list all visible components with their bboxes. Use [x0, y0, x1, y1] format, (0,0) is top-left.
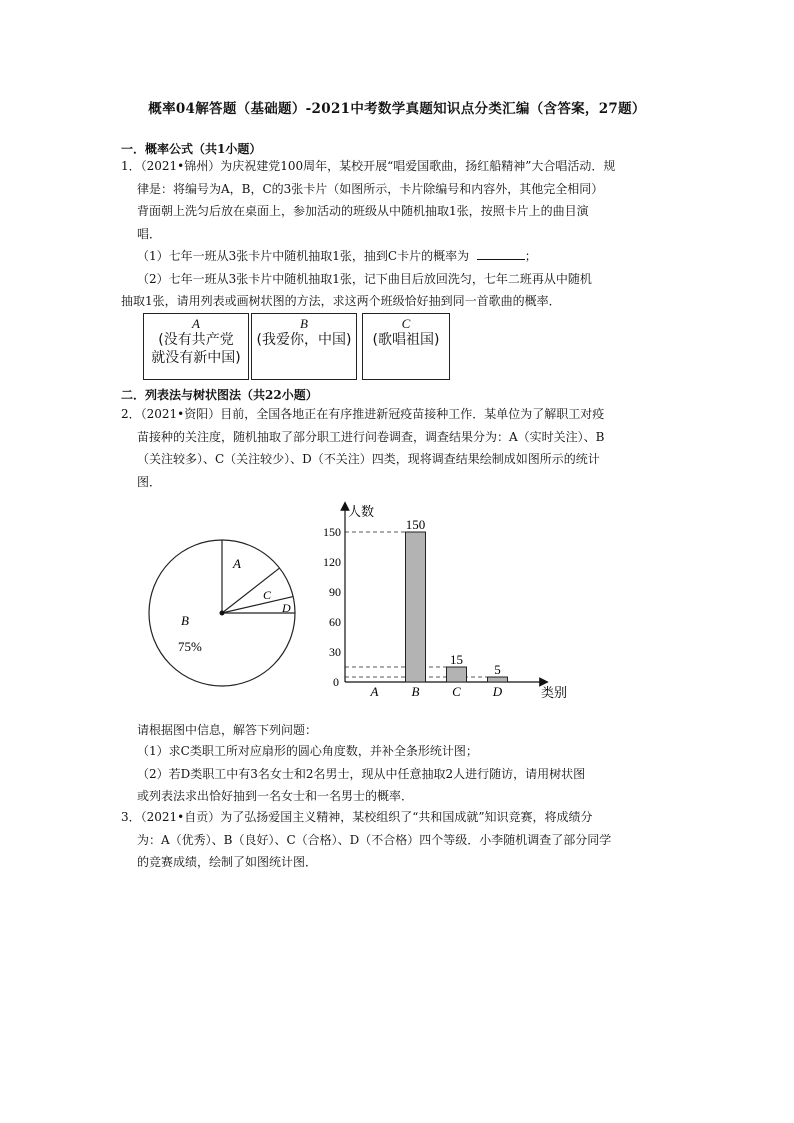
data-label-C: 15	[450, 652, 463, 667]
x-category-label: B	[411, 684, 420, 699]
q1-line2: 律是：将编号为A，B，C的3张卡片（如图所示，卡片除编号和内容外，其他完全相同）	[137, 181, 604, 196]
q1-sub1	[137, 245, 683, 268]
pie-label-d: D	[282, 601, 291, 615]
pie-label-c: C	[263, 588, 272, 602]
y-tick-label: 60	[329, 615, 341, 629]
bars	[406, 517, 508, 682]
y-tick-label: 90	[329, 585, 341, 599]
q2-subquestions	[137, 740, 683, 808]
pie-center-dot	[220, 611, 225, 616]
card-a-letter: A	[192, 316, 200, 331]
card-a-line1: (没有共产党	[158, 332, 234, 348]
q1-sub2b: 抽取1张，请用列表或画树状图的方法，求这两个班级恰好抽到同一首歌曲的概率．	[121, 294, 561, 308]
data-label-B: 150	[405, 517, 426, 532]
card-c-letter: C	[401, 316, 411, 331]
y-tick-label: 120	[323, 555, 341, 569]
card-a	[143, 313, 249, 380]
y-tick-label: 30	[329, 645, 341, 659]
card-b-line1: (我爱你，中国)	[256, 332, 352, 348]
q1-subquestions	[121, 245, 683, 313]
q3-line3: 的竞赛成绩，绘制了如图统计图．	[137, 855, 318, 869]
pie-label-b-percent: 75%	[178, 639, 202, 654]
q1-line3: 背面朝上洗匀后放在桌面上，参加活动的班级从中随机抽取1张，按照卡片上的曲目演	[137, 204, 589, 218]
question-1	[121, 155, 681, 245]
card-c-line1: (歌唱祖国)	[372, 332, 440, 348]
q2-line1: 2．（2021•资阳）目前，全国各地正在有序推进新冠疫苗接种工作．某单位为了解职工对疫	[121, 407, 605, 421]
q3-line1: 3．（2021•自贡）为了弘扬爱国主义精神，某校组织了“共和国成就”知识竞赛，将成绩分	[121, 810, 593, 824]
answer-blank	[477, 249, 525, 260]
bar-C	[447, 667, 467, 682]
x-axis-label: 类别	[541, 685, 568, 700]
card-b-letter: B	[300, 316, 308, 331]
x-category-label: A	[370, 684, 379, 699]
x-category-label: D	[492, 684, 503, 699]
question-2	[121, 403, 681, 493]
q2-sub2b: 或列表法求出恰好抽到一名女士和一名男士的概率．	[137, 789, 414, 803]
y-ticks	[323, 525, 341, 689]
q1-line1: 1．（2021•锦州）为庆祝建党100周年，某校开展“唱爱国歌曲，扬红船精神”大合唱活动．规	[121, 159, 616, 173]
bar-B	[406, 532, 426, 682]
card-a-line2: 就没有新中国)	[151, 350, 241, 366]
q2-line4: 图．	[137, 474, 162, 489]
y-axis-label: 人数	[348, 504, 375, 519]
question-3	[121, 806, 681, 874]
data-label-D: 5	[494, 662, 501, 677]
x-category-label: C	[452, 684, 461, 699]
page-title: 概率04解答题（基础题）-2021中考数学真题知识点分类汇编（含答案，27题）	[148, 101, 646, 117]
card-b	[251, 313, 357, 380]
section-heading-probability-formula: 一．概率公式（共1小题）	[121, 142, 262, 156]
q2-line2: 苗接种的关注度，随机抽取了部分职工进行问卷调查，调查结果分为：A（实时关注）、B	[137, 429, 605, 444]
section-heading-tree-diagram: 二．列表法与树状图法（共22小题）	[121, 388, 318, 402]
y-tick-label: 150	[323, 525, 341, 539]
q1-line4: 唱．	[137, 226, 162, 241]
y-tick-label: 0	[333, 675, 339, 689]
q2-instruction: 请根据图中信息，解答下列问题：	[137, 723, 318, 737]
q2-sub2a: （2）若D类职工中有3名女士和2名男士，现从中任意抽取2人进行随访，请用树状图	[137, 766, 586, 781]
q1-sub2a: （2）七年一班从3张卡片中随机抽取1张，记下曲目后放回洗匀，七年二班再从中随机	[137, 271, 592, 286]
bar-D	[488, 677, 508, 682]
q2-sub1: （1）求C类职工所对应扇形的圆心角度数，并补全条形统计图；	[137, 744, 478, 758]
pie-label-b: B	[181, 613, 189, 628]
q3-line2: 为：A（优秀）、B（良好）、C（合格）、D（不合格）四个等级．小李随机调查了部分同学	[137, 832, 612, 847]
q2-line3: （关注较多）、C（关注较少）、D（不关注）四类，现将调查结果绘制成如图所示的统计	[137, 452, 600, 466]
bar-chart	[312, 500, 582, 700]
pie-label-a: A	[233, 556, 241, 571]
q1-sub1-end: ；	[524, 249, 537, 263]
card-c	[362, 313, 450, 380]
x-categories	[370, 684, 503, 699]
q1-sub1-text: （1）七年一班从3张卡片中随机抽取1张，抽到C卡片的概率为	[137, 249, 470, 263]
pie-chart	[140, 535, 310, 695]
